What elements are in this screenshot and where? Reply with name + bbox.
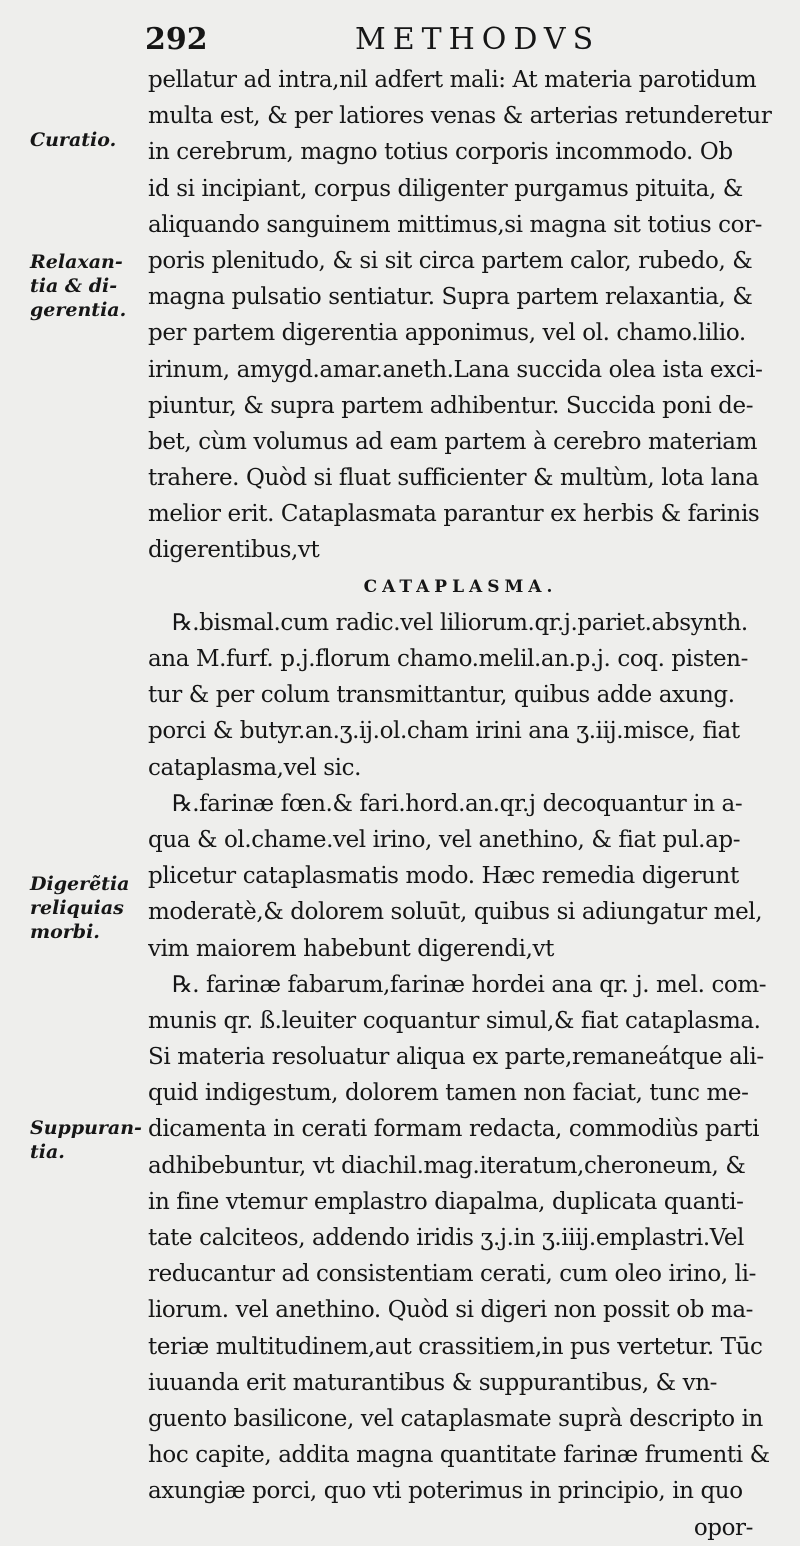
text-line: dicamenta in cerati formam redacta, commodiùs parti [148, 1116, 760, 1143]
section-heading: CATAPLASMA. [363, 576, 558, 597]
text-line: reducantur ad consistentiam cerati, cum oleo irino, li- [148, 1261, 756, 1288]
text-line: Si materia resoluatur aliqua ex parte,remaneátque ali- [148, 1044, 764, 1071]
text-line: qua & ol.chame.vel irino, vel anethino, & fiat pul.ap- [148, 826, 741, 853]
text-body [148, 62, 773, 1546]
text-line: in fine vtemur emplastro diapalma, duplicata quanti- [148, 1188, 744, 1215]
margin-note-line: morbi. [30, 921, 100, 943]
text-line: ℞.bismal.cum radic.vel liliorum.qr.j.pariet.absynth. [172, 609, 748, 636]
text-line: munis qr. ß.leuiter coquantur simul,& fiat cataplasma. [148, 1007, 761, 1034]
margin-note-curatio [30, 128, 150, 152]
text-line: axungiæ porci, quo vti poterimus in principio, in quo [148, 1478, 743, 1505]
text-line: vim maiorem habebunt digerendi,vt [148, 935, 554, 962]
text-line: tate calciteos, addendo iridis ʒ.j.in ʒ.iiij.emplastri.Vel [148, 1225, 745, 1251]
text-line: melior erit. Cataplasmata parantur ex herbis & farinis [148, 501, 760, 528]
text-line: hoc capite, addita magna quantitate farinæ frumenti & [148, 1442, 770, 1469]
text-line: piuntur, & supra partem adhibentur. Succida poni de- [148, 392, 754, 419]
text-line: trahere. Quòd si fluat sufficienter & multùm, lota lana [148, 465, 759, 492]
text-line: ℞.farinæ fœn.& fari.hord.an.qr.j decoquantur in a- [172, 790, 743, 817]
margin-note-line: tia. [30, 1141, 65, 1163]
text-line: cataplasma,vel sic. [148, 754, 362, 781]
text-line: poris plenitudo, & si sit circa partem calor, rubedo, & [148, 247, 753, 274]
text-line: in cerebrum, magno totius corporis incommodo. Ob [148, 139, 733, 166]
text-line: porci & butyr.an.ʒ.ij.ol.cham irini ana ʒ.iij.misce, fiat [148, 718, 740, 745]
margin-note-line: Digerẽtia [30, 873, 130, 895]
margin-note-line: Curatio. [30, 129, 117, 151]
text-line: tur & per colum transmittantur, quibus adde axung. [148, 682, 735, 709]
text-line: guento basilicone, vel cataplasmate suprà descripto in [148, 1405, 763, 1432]
text-line: pellatur ad intra,nil adfert mali: At materia parotidum [148, 67, 757, 93]
text-line: per partem digerentia apponimus, vel ol. chamo.lilio. [148, 320, 746, 347]
text-line: ana M.furf. p.j.florum chamo.melil.an.p.j. coq. pisten- [148, 646, 748, 672]
running-head: METHODVS [355, 22, 601, 57]
text-line: teriæ multitudinem,aut crassitiem,in pus vertetur. Tūc [148, 1333, 763, 1360]
text-line: adhibebuntur, vt diachil.mag.iteratum,cheroneum, & [148, 1152, 746, 1179]
text-line: multa est, & per latiores venas & arterias retunderetur [148, 103, 772, 130]
margin-note-suppurantia [30, 1116, 150, 1164]
margin-note-line: gerentia. [30, 299, 127, 321]
margin-note-line: Relaxan- [30, 251, 123, 273]
text-line: irinum, amygd.amar.aneth.Lana succida olea ista exci- [148, 356, 763, 383]
text-line: ℞. farinæ fabarum,farinæ hordei ana qr. j. mel. com- [172, 971, 767, 998]
text-line: magna pulsatio sentiatur. Supra partem relaxantia, & [148, 284, 753, 311]
text-line: id si incipiant, corpus diligenter purgamus pituita, & [148, 175, 743, 202]
text-line: bet, cùm volumus ad eam partem à cerebro materiam [148, 428, 758, 455]
margin-note-line: Suppuran- [30, 1117, 142, 1139]
text-line: aliquando sanguinem mittimus,si magna sit totius cor- [148, 211, 763, 238]
page-header [145, 18, 765, 58]
text-line: digerentibus,vt [148, 537, 320, 564]
margin-note-relaxantia [30, 250, 150, 322]
text-line: iuuanda erit maturantibus & suppurantibus, & vn- [148, 1369, 718, 1396]
text-line: liorum. vel anethino. Quòd si digeri non possit ob ma- [148, 1297, 754, 1324]
margin-note-line: tia & di- [30, 275, 118, 297]
margin-note-digerentia [30, 872, 150, 944]
text-line: moderatè,& dolorem soluūt, quibus si adiungatur mel, [148, 899, 763, 926]
text-line: plicetur cataplasmatis modo. Hæc remedia digerunt [148, 863, 739, 890]
margin-note-line: reliquias [30, 897, 124, 919]
page-number: 292 [145, 22, 208, 57]
text-line: quid indigestum, dolorem tamen non faciat, tunc me- [148, 1080, 749, 1107]
catchword: opor- [693, 1514, 753, 1541]
